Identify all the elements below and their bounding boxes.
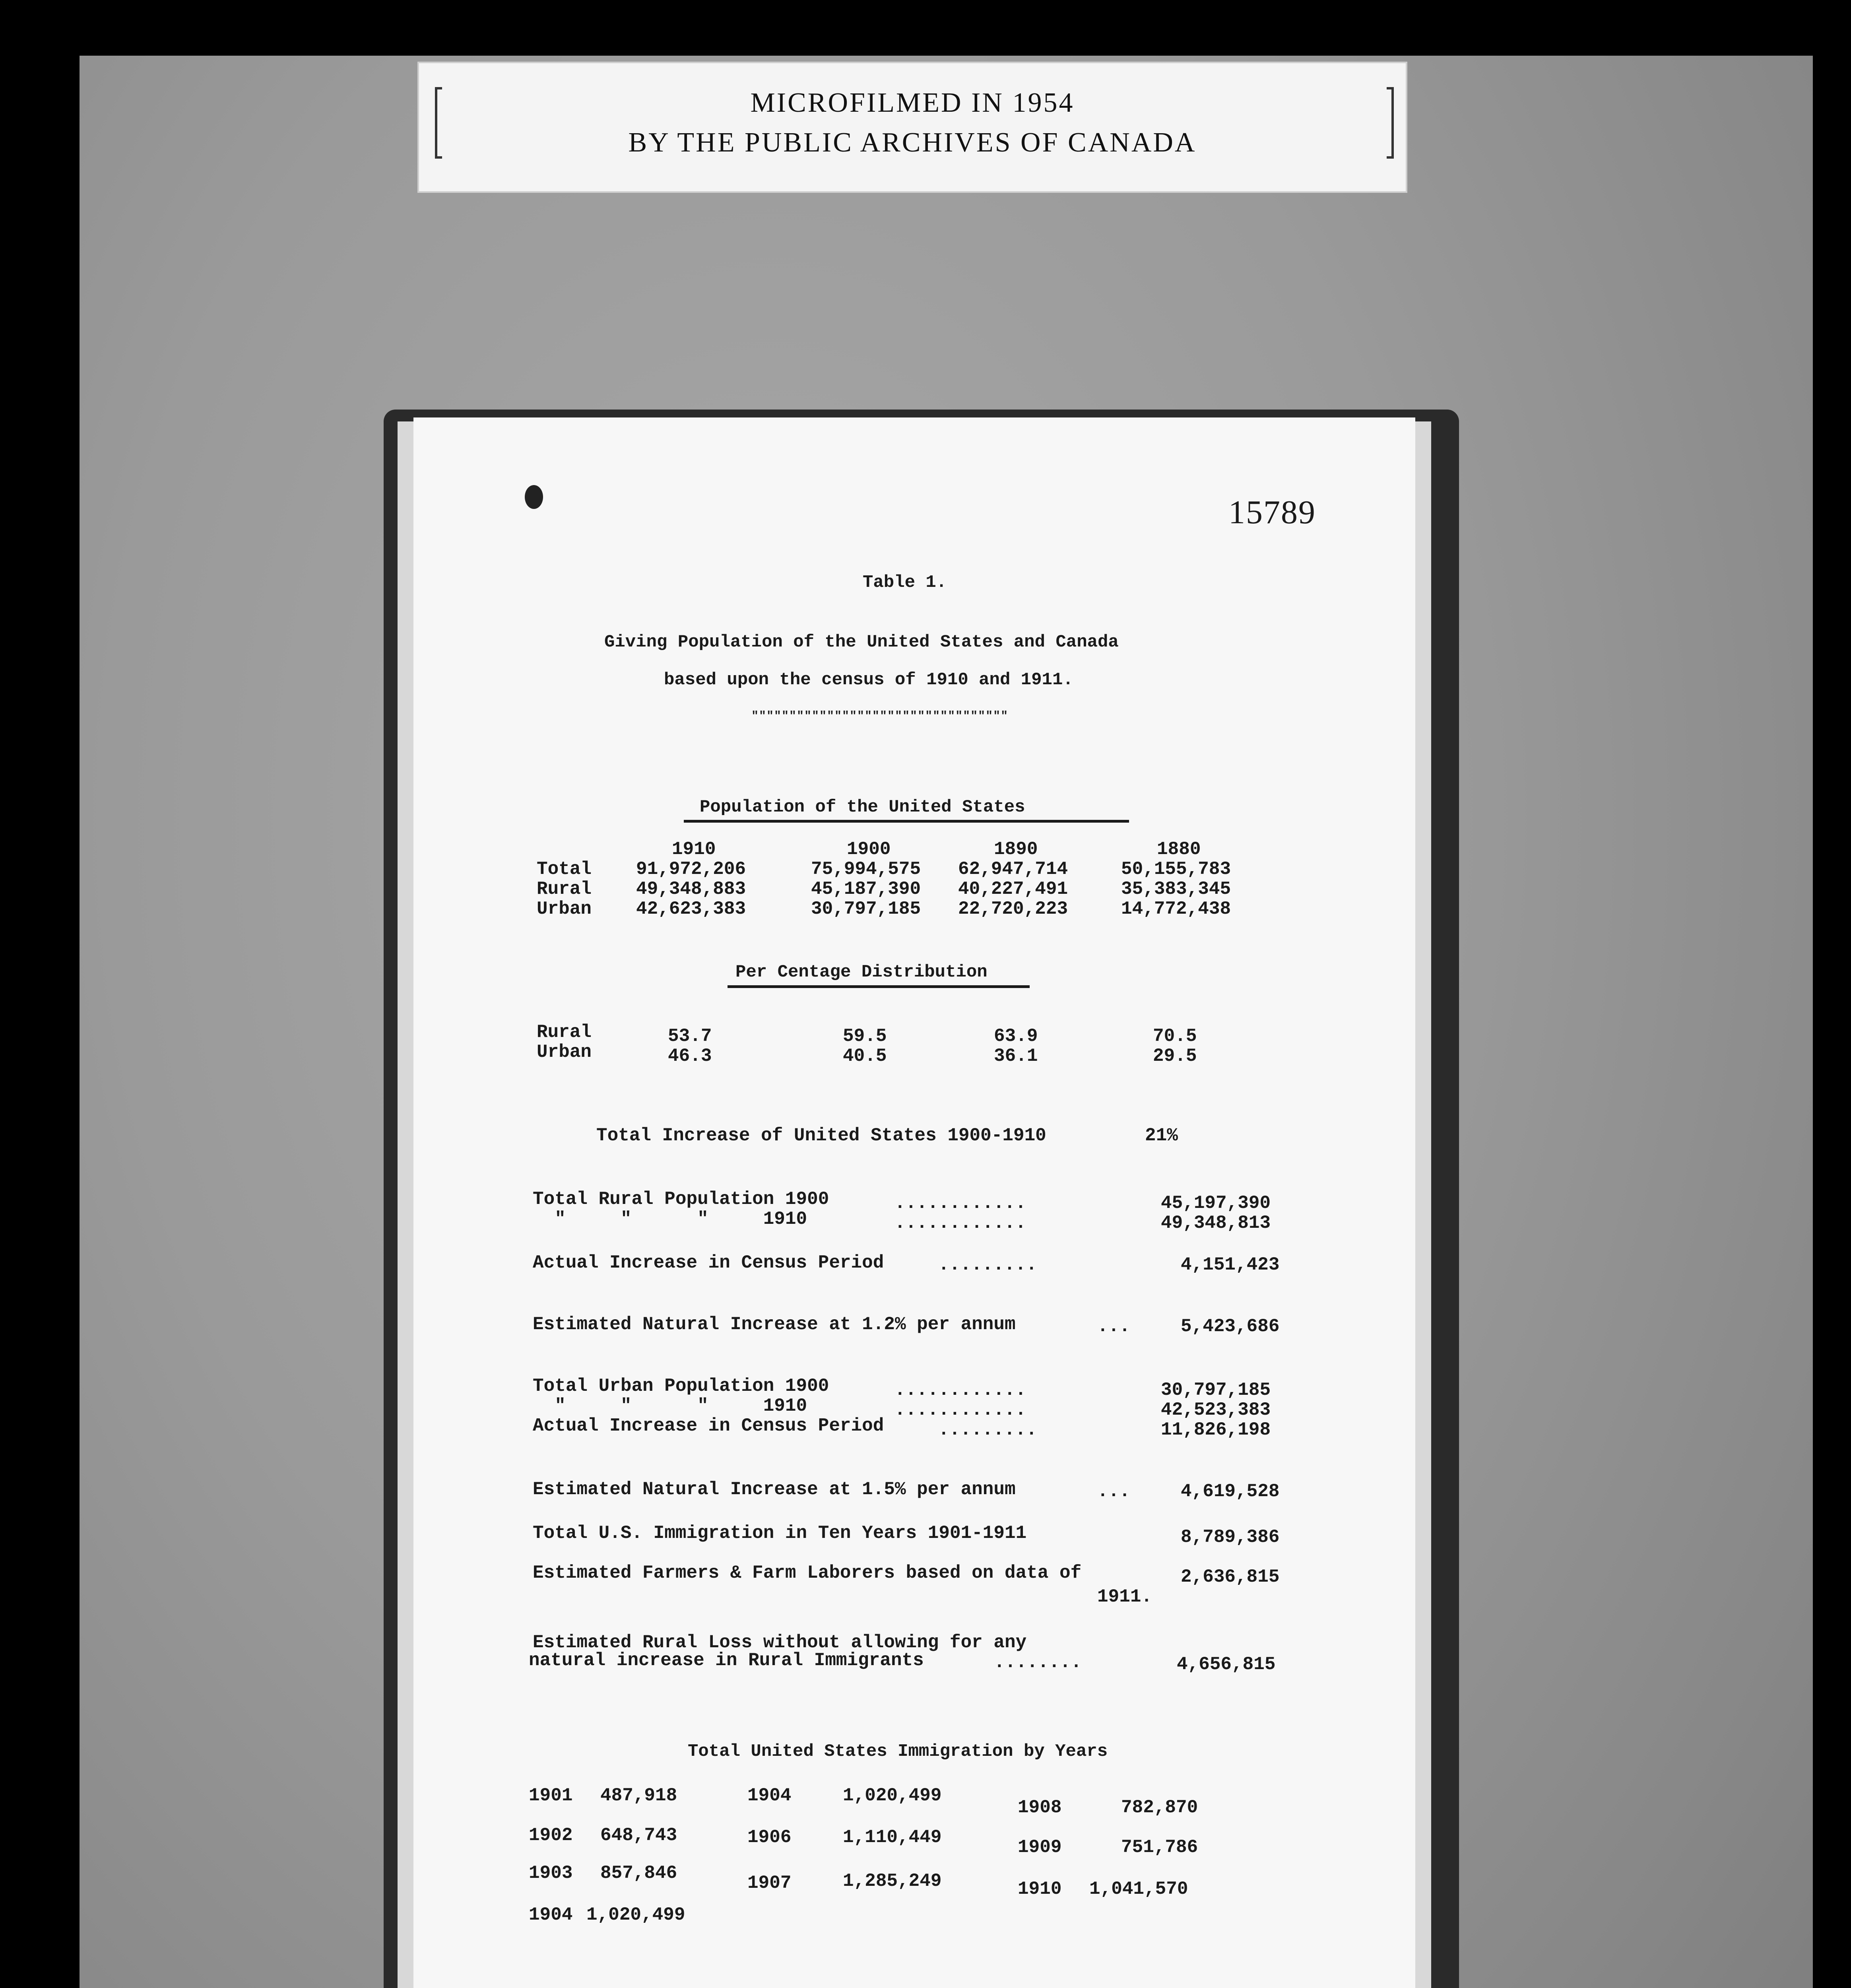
immigration-value: 648,743: [600, 1825, 677, 1846]
distribution-cell: 53.7: [668, 1026, 712, 1046]
population-cell: 62,947,714: [958, 859, 1068, 879]
immigration-value: 1,020,499: [586, 1905, 685, 1925]
bracket-right-mark: [1387, 87, 1394, 159]
population-cell: 75,994,575: [811, 859, 921, 879]
immigration-year: 1901: [529, 1785, 573, 1806]
distribution-cell: 70.5: [1153, 1026, 1197, 1046]
immigration-value: 1,020,499: [843, 1785, 942, 1806]
population-cell: 14,772,438: [1121, 899, 1231, 919]
row-label-urban: Urban: [537, 1042, 592, 1062]
leader-dots: ............: [894, 1380, 1026, 1400]
document-number: 15789: [1228, 494, 1316, 531]
distribution-heading-underline: [728, 985, 1030, 988]
leader-dots: .........: [938, 1419, 1037, 1440]
immigration-value: 1,285,249: [843, 1871, 942, 1891]
leader-dots: .........: [938, 1254, 1037, 1275]
distribution-cell: 46.3: [668, 1046, 712, 1066]
population-cell: 30,797,185: [811, 899, 921, 919]
population-cell: 22,720,223: [958, 899, 1068, 919]
population-cell: 91,972,206: [636, 859, 746, 879]
year-header: 1910: [672, 839, 716, 860]
immigration-value: 1,041,570: [1089, 1879, 1188, 1899]
farmers-label: Estimated Farmers & Farm Laborers based on data of: [533, 1563, 1082, 1583]
population-cell: 49,348,883: [636, 879, 746, 899]
urban-pop-1910-value: 42,523,383: [1161, 1400, 1271, 1420]
immigration-value: 1,110,449: [843, 1827, 942, 1848]
rural-loss-label: Estimated Rural Loss without allowing for any: [533, 1632, 1027, 1653]
banner-line-2: BY THE PUBLIC ARCHIVES OF CANADA: [628, 127, 1197, 158]
leader-dots: ........: [994, 1652, 1082, 1673]
distribution-cell: 63.9: [994, 1026, 1038, 1046]
leader-dots: ............: [894, 1193, 1026, 1213]
rural-loss-label-2: natural increase in Rural Immigrants: [529, 1650, 924, 1671]
distribution-heading: Per Centage Distribution: [735, 962, 988, 982]
row-label-total: Total: [537, 859, 592, 879]
rural-pop-1910-label: " " " 1910: [533, 1209, 807, 1229]
immigration-value: 751,786: [1121, 1837, 1198, 1858]
immigration-year: 1904: [747, 1785, 792, 1806]
urban-actual-increase-value: 11,826,198: [1161, 1419, 1271, 1440]
immigration-year: 1906: [747, 1827, 792, 1848]
table-subtitle-1: Giving Population of the United States and Canada: [604, 632, 1119, 652]
population-cell: 42,623,383: [636, 899, 746, 919]
immigration-value: 487,918: [600, 1785, 677, 1806]
rural-actual-increase-label: Actual Increase in Census Period: [533, 1252, 884, 1273]
year-header: 1900: [847, 839, 891, 860]
rural-actual-increase-value: 4,151,423: [1181, 1254, 1280, 1275]
urban-natural-increase-label: Estimated Natural Increase at 1.5% per annum: [533, 1479, 1016, 1500]
rural-pop-1910-value: 49,348,813: [1161, 1213, 1271, 1233]
immigration-total-value: 8,789,386: [1181, 1527, 1280, 1547]
table-subtitle-2: based upon the census of 1910 and 1911.: [664, 670, 1073, 690]
distribution-cell: 36.1: [994, 1046, 1038, 1066]
quote-marks-rule: """""""""""""""""""""""""""""""""": [751, 710, 1009, 723]
year-header: 1890: [994, 839, 1038, 860]
row-label-rural: Rural: [537, 1022, 592, 1043]
row-label-rural: Rural: [537, 879, 592, 899]
year-header: 1880: [1157, 839, 1201, 860]
total-increase-value: 21%: [1145, 1125, 1178, 1146]
urban-actual-increase-label: Actual Increase in Census Period: [533, 1415, 884, 1436]
population-heading: Population of the United States: [700, 797, 1025, 817]
document-page: [413, 417, 1415, 1988]
rural-pop-1900-label: Total Rural Population 1900: [533, 1189, 829, 1209]
table-label: Table 1.: [863, 573, 947, 592]
immigration-years-heading: Total United States Immigration by Years: [688, 1741, 1108, 1761]
immigration-year: 1908: [1018, 1797, 1062, 1818]
population-cell: 45,187,390: [811, 879, 921, 899]
urban-natural-increase-value: 4,619,528: [1181, 1481, 1280, 1502]
distribution-cell: 29.5: [1153, 1046, 1197, 1066]
population-cell: 40,227,491: [958, 879, 1068, 899]
distribution-cell: 59.5: [843, 1026, 887, 1046]
banner-line-1: MICROFILMED IN 1954: [750, 87, 1075, 118]
immigration-year: 1903: [529, 1863, 573, 1883]
rural-pop-1900-value: 45,197,390: [1161, 1193, 1271, 1213]
urban-pop-1900-label: Total Urban Population 1900: [533, 1376, 829, 1396]
immigration-year: 1902: [529, 1825, 573, 1846]
immigration-year: 1910: [1018, 1879, 1062, 1899]
rural-loss-value: 4,656,815: [1177, 1654, 1276, 1675]
rural-natural-increase-value: 5,423,686: [1181, 1316, 1280, 1337]
urban-pop-1900-value: 30,797,185: [1161, 1380, 1271, 1400]
population-heading-underline: [684, 820, 1129, 823]
row-label-urban: Urban: [537, 899, 592, 919]
immigration-year: 1904: [529, 1905, 573, 1925]
leader-dots: ............: [894, 1400, 1026, 1420]
leader-dots: ...: [1097, 1481, 1130, 1502]
punch-hole: [525, 485, 543, 509]
distribution-cell: 40.5: [843, 1046, 887, 1066]
farmers-value: 2,636,815: [1181, 1567, 1280, 1587]
immigration-total-label: Total U.S. Immigration in Ten Years 1901-1911: [533, 1523, 1027, 1543]
immigration-year: 1907: [747, 1873, 792, 1893]
urban-pop-1910-label: " " " 1910: [533, 1396, 807, 1416]
microfilm-banner: [417, 62, 1407, 193]
population-cell: 50,155,783: [1121, 859, 1231, 879]
leader-dots: ............: [894, 1213, 1026, 1233]
farmers-label-year: 1911.: [1097, 1586, 1153, 1607]
immigration-value: 782,870: [1121, 1797, 1198, 1818]
immigration-year: 1909: [1018, 1837, 1062, 1858]
total-increase-label: Total Increase of United States 1900-1910: [596, 1125, 1046, 1146]
rural-natural-increase-label: Estimated Natural Increase at 1.2% per annum: [533, 1314, 1016, 1335]
leader-dots: ...: [1097, 1316, 1130, 1337]
bracket-left-mark: [435, 87, 442, 159]
immigration-value: 857,846: [600, 1863, 677, 1883]
population-cell: 35,383,345: [1121, 879, 1231, 899]
